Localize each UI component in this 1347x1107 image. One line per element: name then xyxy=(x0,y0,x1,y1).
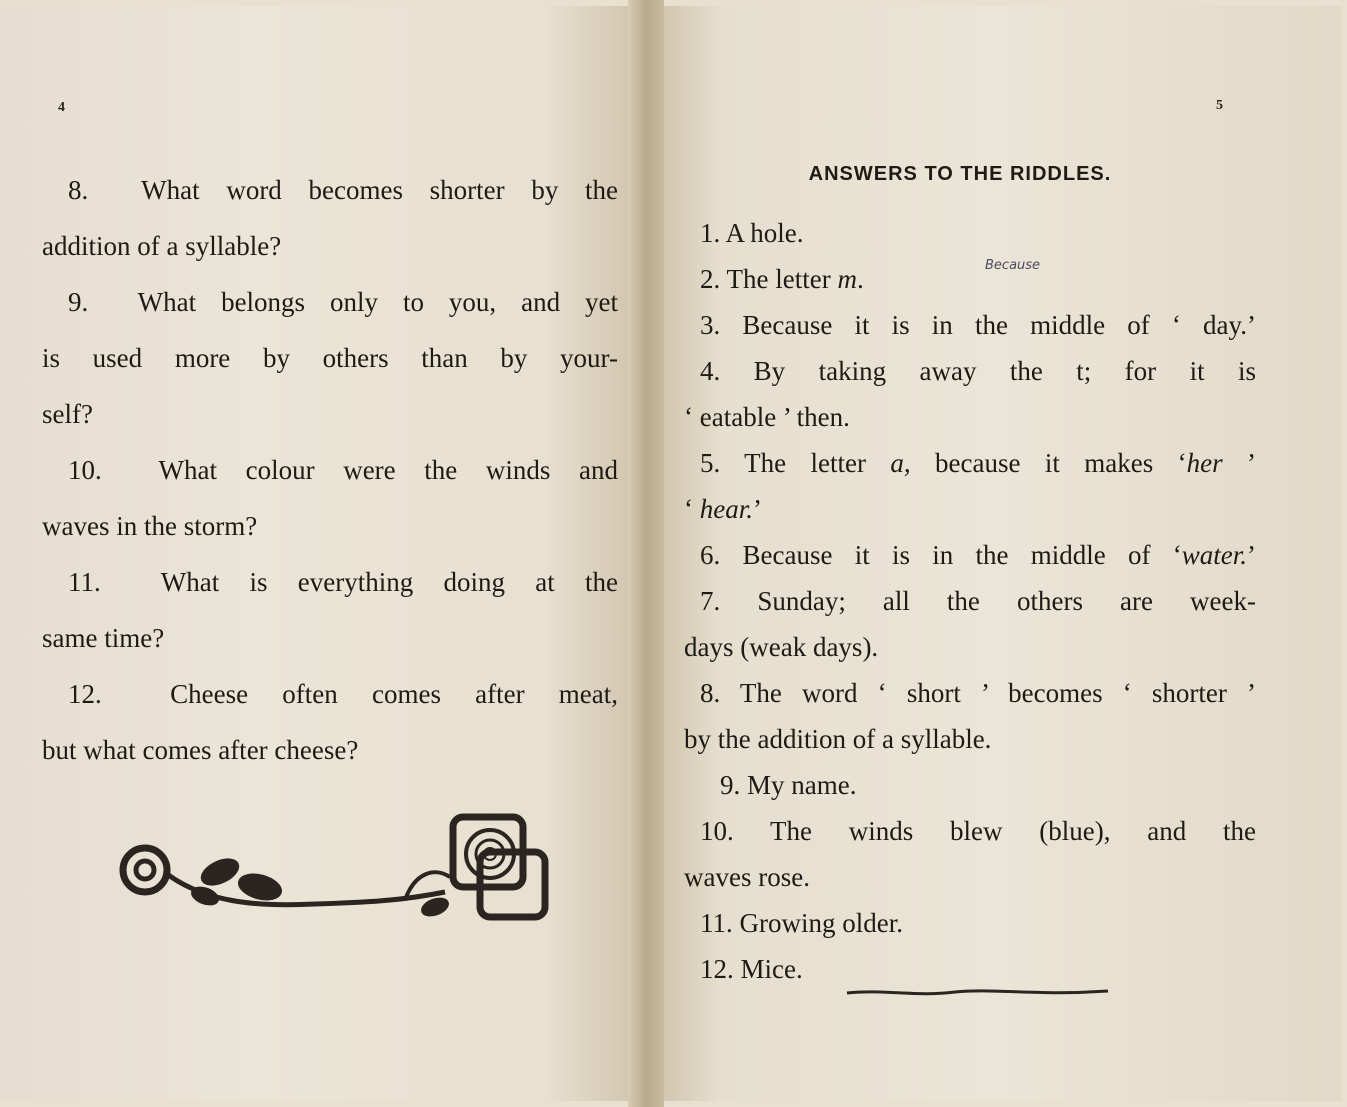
riddle-8: 8. What word becomes shorter by the addition of a syllable? xyxy=(42,175,618,261)
answer-6: 6. Because it is in the middle of ‘water.’ xyxy=(700,540,1256,570)
answer-8: 8. The word ‘ short ’ becomes ‘ shorter ’ by the addition of a syllable. xyxy=(684,678,1256,754)
riddle-11: 11. What is everything doing at the same time? xyxy=(42,567,618,653)
answer-7: 7. Sunday; all the others are week- days (weak days). xyxy=(684,586,1256,662)
answer-3: 3. Because it is in the middle of ‘ day.’ xyxy=(700,310,1256,340)
book-gutter xyxy=(628,0,664,1107)
answers-heading: ANSWERS TO THE RIDDLES. xyxy=(808,163,1112,185)
riddle-9: 9. What belongs only to you, and yet is used more by others than by your- self? xyxy=(42,287,619,429)
answer-4: 4. By taking away the t; for it is ‘ eatable ’ then. xyxy=(684,356,1256,432)
answer-2: 2. The letter m. xyxy=(700,264,864,294)
handwritten-note: Because xyxy=(985,258,1041,273)
riddle-list xyxy=(42,162,618,778)
answer-list xyxy=(684,210,1256,992)
answer-10: 10. The winds blew (blue), and the waves rose. xyxy=(684,816,1256,892)
answer-11: 11. Growing older. xyxy=(700,908,903,938)
answer-9: 9. My name. xyxy=(720,770,857,800)
rose-ornament xyxy=(115,812,560,927)
riddle-12: 12. Cheese often comes after meat, but what comes after cheese? xyxy=(42,679,619,765)
riddle-10: 10. What colour were the winds and waves in the storm? xyxy=(42,455,618,541)
right-page-number: 5 xyxy=(1216,98,1223,113)
answer-12: 12. Mice. xyxy=(700,954,803,984)
answer-5: 5. The letter a, because it makes ‘her ’ ‘ hear.’ xyxy=(684,448,1256,524)
wavy-end-rule xyxy=(845,985,1110,999)
answer-1: 1. A hole. xyxy=(700,218,804,248)
left-page-number: 4 xyxy=(58,100,65,115)
